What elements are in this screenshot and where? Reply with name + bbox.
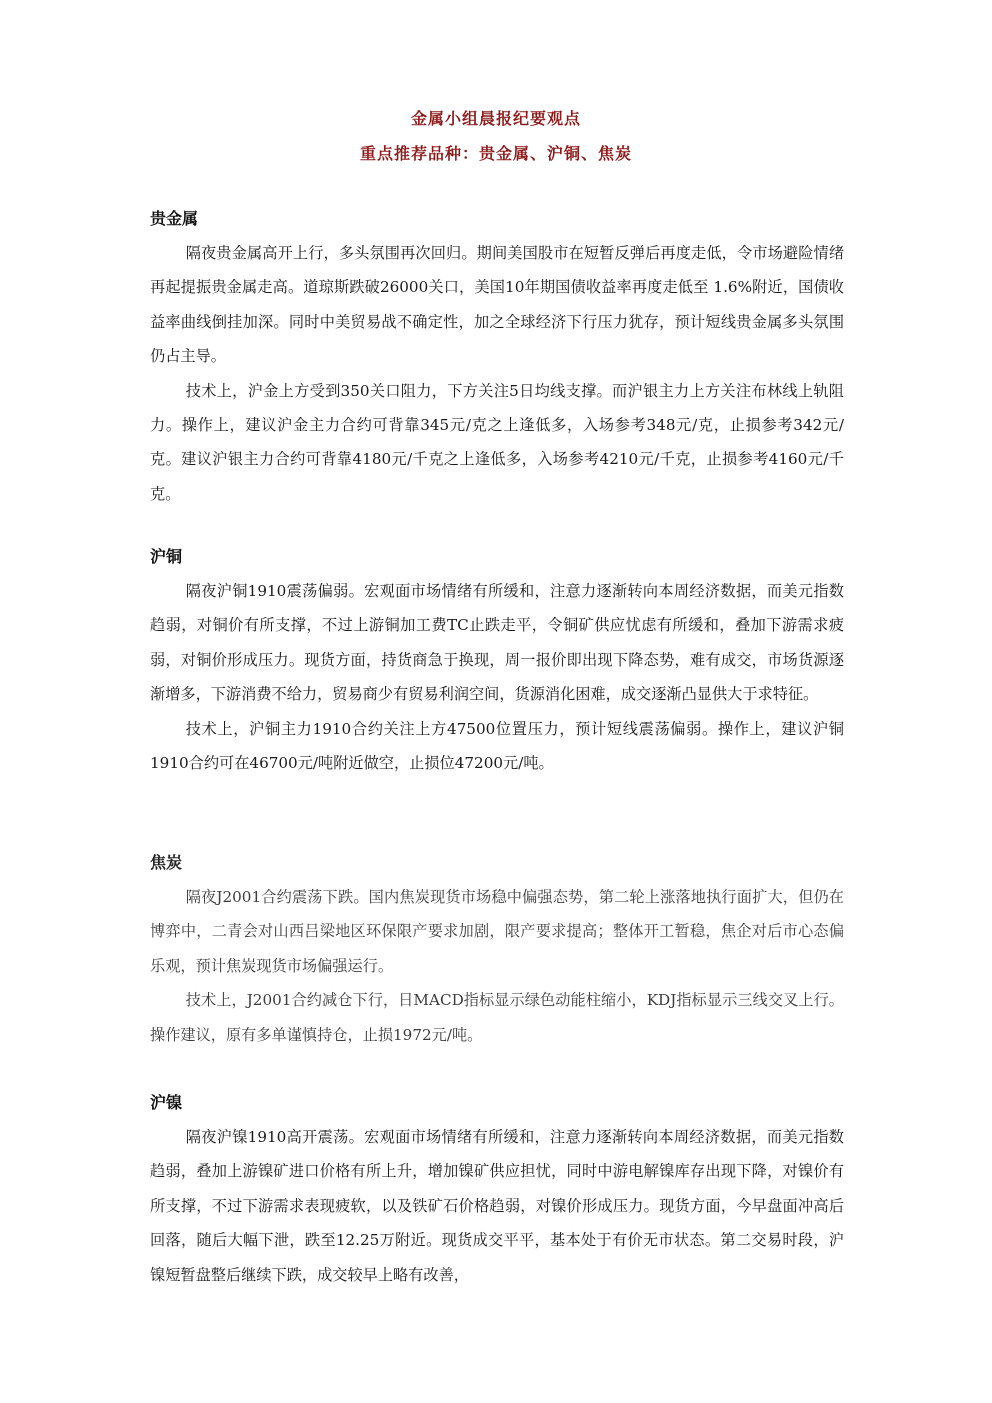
section-precious-metals [150, 206, 844, 511]
paragraph: 技术上，沪金上方受到350关口阻力，下方关注5日均线支撑。而沪银主力上方关注布林线上轨阻力。操作上，建议沪金主力合约可背靠345元/克之上逢低多，入场参考348元/克，止损参考342元/克。建议沪银主力合约可背靠4180元/千克之上逢低多，入场参考4210元/千克，止损参考4160元/千克。 [150, 381, 844, 503]
paragraph: 隔夜贵金属高开上行，多头氛围再次回归。期间美国股市在短暂反弹后再度走低，令市场避险情绪再起提振贵金属走高。道琼斯跌破26000关口，美国10年期国债收益率再度走低至 1.6%附近，国债收益率曲线倒挂加深。同时中美贸易战不确定性，加之全球经济下行压力犹存，预计短线贵金属多头氛围仍占主导。 [150, 244, 844, 366]
section-coke [150, 850, 844, 1052]
paragraph: 隔夜沪镍1910高开震荡。宏观面市场情绪有所缓和，注意力逐渐转向本周经济数据，而美元指数趋弱，叠加上游镍矿进口价格有所上升，增加镍矿供应担忧，同时中游电解镍库存出现下降，对镍价有所支撑，不过下游需求表现疲软，以及铁矿石价格趋弱，对镍价形成压力。现货方面，今早盘面冲高后回落，随后大幅下泄，跌至12.25万附近。现货成交平平，基本处于有价无市状态。第二交易时段，沪镍短暂盘整后继续下跌，成交较早上略有改善， [150, 1128, 844, 1284]
paragraph: 隔夜J2001合约震荡下跌。国内焦炭现货市场稳中偏强态势，第二轮上涨落地执行面扩大，但仍在博弈中，二青会对山西吕梁地区环保限产要求加剧，限产要求提高；整体开工暂稳，焦企对后市心态偏乐观，预计焦炭现货市场偏强运行。 [150, 888, 844, 975]
paragraph: 技术上，沪铜主力1910合约关注上方47500位置压力，预计短线震荡偏弱。操作上，建议沪铜1910合约可在46700元/吨附近做空，止损位47200元/吨。 [150, 719, 844, 773]
section-heading: 沪铜 [150, 547, 183, 566]
document-subtitle: 重点推荐品种：贵金属、沪铜、焦炭 [359, 144, 632, 163]
section-heading: 焦炭 [150, 853, 183, 872]
section-copper [150, 544, 844, 780]
section-heading: 沪镍 [150, 1093, 183, 1112]
document-title: 金属小组晨报纪要观点 [410, 109, 581, 128]
paragraph: 技术上，J2001合约减仓下行，日MACD指标显示绿色动能柱缩小，KDJ指标显示三线交叉上行。操作建议，原有多单谨慎持仓，止损1972元/吨。 [150, 991, 844, 1044]
section-nickel [150, 1090, 844, 1292]
paragraph: 隔夜沪铜1910震荡偏弱。宏观面市场情绪有所缓和，注意力逐渐转向本周经济数据，而美元指数趋弱，对铜价有所支撑，不过上游铜加工费TC止跌走平，令铜矿供应忧虑有所缓和，叠加下游需求疲弱，对铜价形成压力。现货方面，持货商急于换现，周一报价即出现下降态势，难有成交，市场货源逐渐增多，下游消费不给力，贸易商少有贸易利润空间，货源消化困难，成交逐渐凸显供大于求特征。 [150, 582, 844, 704]
section-heading: 贵金属 [150, 209, 199, 228]
